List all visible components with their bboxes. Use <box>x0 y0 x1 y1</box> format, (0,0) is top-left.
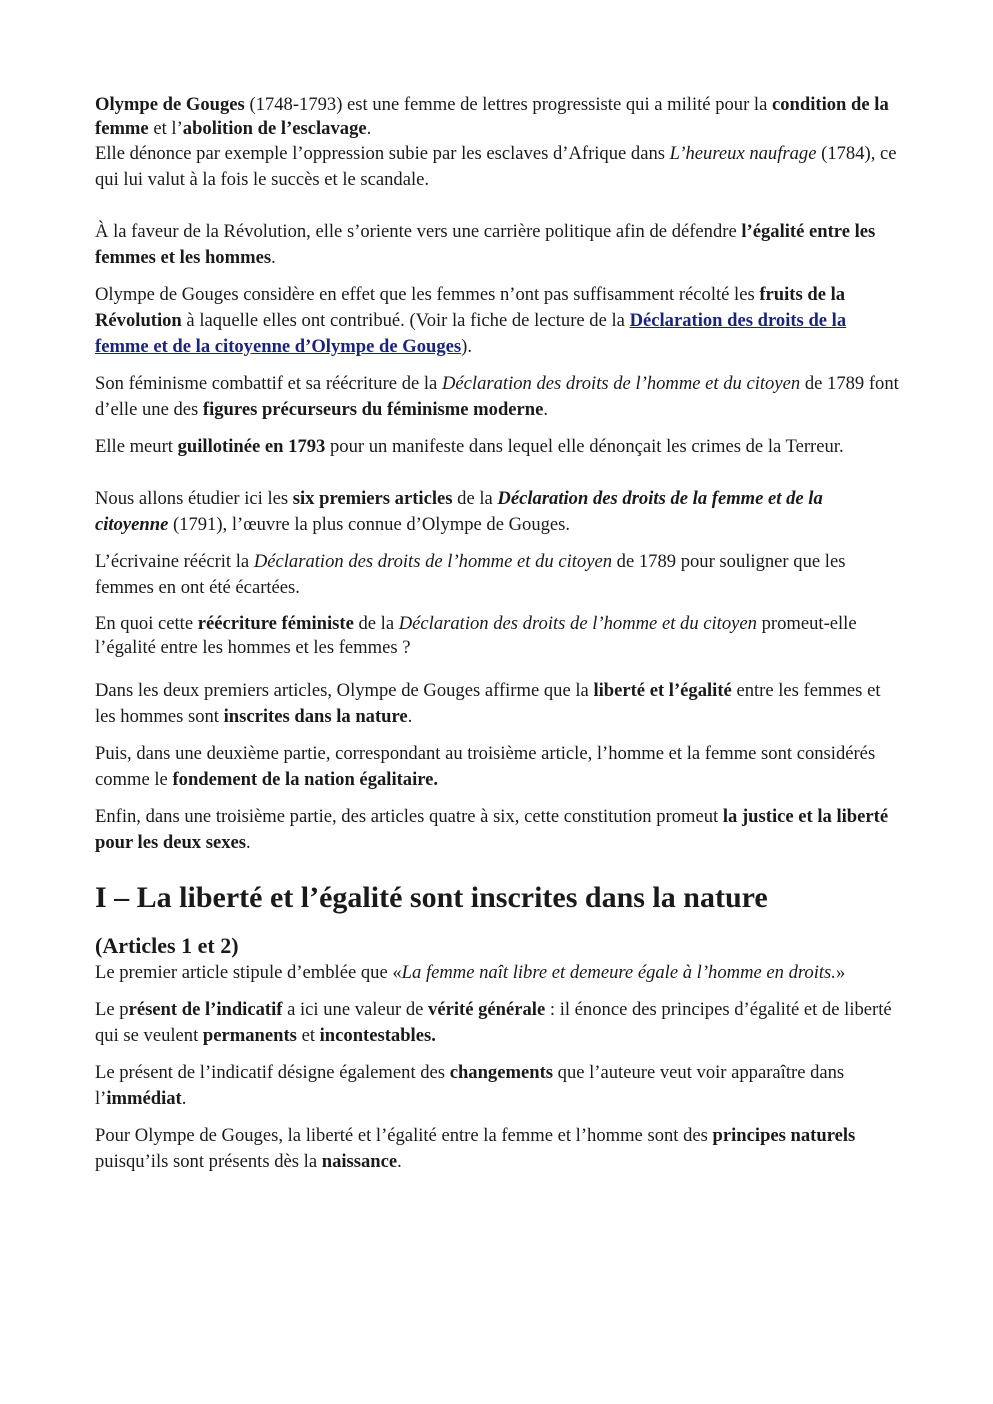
text-span: à laquelle elles ont contribué. (Voir la fiche de lecture de la <box>181 310 630 331</box>
text-span: Elle dénonce par exemple l’oppression subie par les esclaves d’Afrique dans <box>95 143 670 164</box>
text-span: . <box>366 118 372 139</box>
quotation: La femme naît libre et demeure égale à l’homme en droits. <box>401 962 836 983</box>
text-span: Olympe de Gouges considère en effet que les femmes n’ont pas suffisamment récolté les <box>95 284 760 305</box>
work-title: L’heureux naufrage <box>669 143 817 164</box>
text-span: de la <box>452 488 498 509</box>
paragraph-plan-2 <box>95 741 900 793</box>
emphasis-text: immédiat <box>106 1088 182 1109</box>
text-span: Nous allons étudier ici les <box>95 488 293 509</box>
declaration-link[interactable]: Déclaration des droits de la femme et de la citoyenne d’Olympe de Gouges <box>95 310 847 357</box>
emphasis-text: changements <box>449 1062 553 1083</box>
paragraph-guillotine <box>95 434 900 460</box>
emphasis-text: condition de la femme <box>95 94 889 139</box>
section-heading: I – La liberté et l’égalité sont inscrites dans la nature <box>95 881 768 914</box>
text-span: . <box>397 1151 402 1172</box>
text-span: L’écrivaine réécrit la <box>95 551 254 572</box>
text-span: Le premier article stipule d’emblée que « <box>95 962 402 983</box>
text-span: » <box>835 962 846 983</box>
paragraph-feminisme <box>95 371 900 423</box>
text-span: de 1789 pour souligner que les femmes en ont été écartées. <box>95 551 846 598</box>
section-subheading: (Articles 1 et 2) <box>95 933 239 958</box>
paragraph-heureux-naufrage <box>95 141 900 193</box>
emphasis-text: six premiers articles <box>292 488 453 509</box>
text-span: En quoi cette <box>95 613 198 634</box>
emphasis-text: liberté et l’égalité <box>593 680 732 701</box>
paragraph-plan-3 <box>95 804 900 856</box>
text-span: que l’auteure veut voir apparaître dans l’ <box>95 1062 845 1109</box>
work-title: Déclaration des droits de l’homme et du citoyen <box>253 551 613 572</box>
text-span: promeut-elle l’égalité entre les hommes et les femmes ? <box>95 613 857 658</box>
paragraph-principes-naturels <box>95 1123 900 1175</box>
paragraph-plan-1 <box>95 678 900 730</box>
text-span: pour un manifeste dans lequel elle dénonçait les crimes de la Terreur. <box>325 436 844 457</box>
text-span: de 1789 font d’elle une des <box>95 373 899 420</box>
author-name: Olympe de Gouges <box>95 94 245 115</box>
text-span: ). <box>461 336 472 357</box>
paragraph-changements <box>95 1060 900 1112</box>
work-title: Déclaration des droits de l’homme et du citoyen <box>398 613 757 634</box>
paragraph-fruits <box>95 282 900 360</box>
paragraph-articles <box>95 486 900 538</box>
document-body <box>95 93 900 1175</box>
text-span: (1784), ce qui lui valut à la fois le succès et le scandale. <box>95 143 897 190</box>
text-span: de la <box>353 613 399 634</box>
text-span: . <box>543 399 549 420</box>
paragraph-intro <box>95 93 900 141</box>
paragraph-revolution <box>95 219 900 271</box>
paragraph-problematique <box>95 612 900 660</box>
text-span: (1791), l’œuvre la plus connue d’Olympe de Gouges. <box>168 514 571 535</box>
paragraph-present-indicatif <box>95 997 900 1049</box>
emphasis-text: naissance <box>321 1151 398 1172</box>
text-span: Dans les deux premiers articles, Olympe de Gouges affirme que la <box>95 680 594 701</box>
text-span: puisqu’ils sont présents dès la <box>95 1151 322 1172</box>
emphasis-text: guillotinée en 1793 <box>177 436 326 457</box>
emphasis-text: principes naturels <box>712 1125 856 1146</box>
text-span: Pour Olympe de Gouges, la liberté et l’égalité entre la femme et l’homme sont des <box>95 1125 713 1146</box>
emphasis-text: inscrites dans la nature <box>223 706 408 727</box>
emphasis-text: fondement de la nation égalitaire. <box>172 769 439 790</box>
text-span: Puis, dans une deuxième partie, correspondant au troisième article, l’homme et la femme sont considérés comme le <box>95 743 876 790</box>
text-span: Son féminisme combattif et sa réécriture de la <box>95 373 442 394</box>
text-span: . <box>271 247 276 268</box>
text-span: et l’ <box>148 118 183 139</box>
work-title: Déclaration des droits de l’homme et du citoyen <box>441 373 801 394</box>
text-span: et <box>296 1025 320 1046</box>
text-span: Enfin, dans une troisième partie, des articles quatre à six, cette constitution promeut <box>95 806 723 827</box>
text-span: : il énonce des principes d’égalité et de liberté qui se veulent <box>95 999 892 1046</box>
text-span: a ici une valeur de <box>282 999 429 1020</box>
emphasis-text: permanents <box>202 1025 297 1046</box>
emphasis-text: abolition de l’esclavage <box>182 118 367 139</box>
text-span: Le présent de l’indicatif désigne également des <box>95 1062 450 1083</box>
text-span: Elle meurt <box>95 436 178 457</box>
text-span: Le p <box>95 999 129 1020</box>
text-span: . <box>246 832 251 853</box>
emphasis-text: fruits de la Révolution <box>95 284 846 331</box>
emphasis-text: figures précurseurs du féminisme moderne <box>202 399 544 420</box>
text-span: À la faveur de la Révolution, elle s’oriente vers une carrière politique afin de défendre <box>95 221 742 242</box>
text-span: . <box>181 1088 187 1109</box>
text-span: entre les femmes et les hommes sont <box>95 680 881 727</box>
emphasis-text: incontestables. <box>319 1025 436 1046</box>
text-span: . <box>407 706 413 727</box>
text-span: (1748-1793) est une femme de lettres progressiste qui a milité pour la <box>244 94 772 115</box>
paragraph-article-1 <box>95 960 900 986</box>
work-title: Déclaration des droits de la femme et de la citoyenne <box>95 488 823 535</box>
emphasis-text: l’égalité entre les femmes et les hommes <box>95 221 876 268</box>
emphasis-text: résent de l’indicatif <box>128 999 283 1020</box>
emphasis-text: la justice et la liberté pour les deux sexes <box>95 806 889 853</box>
paragraph-reecrit <box>95 549 900 601</box>
emphasis-text: vérité générale <box>428 999 546 1020</box>
emphasis-text: réécriture féministe <box>197 613 354 634</box>
